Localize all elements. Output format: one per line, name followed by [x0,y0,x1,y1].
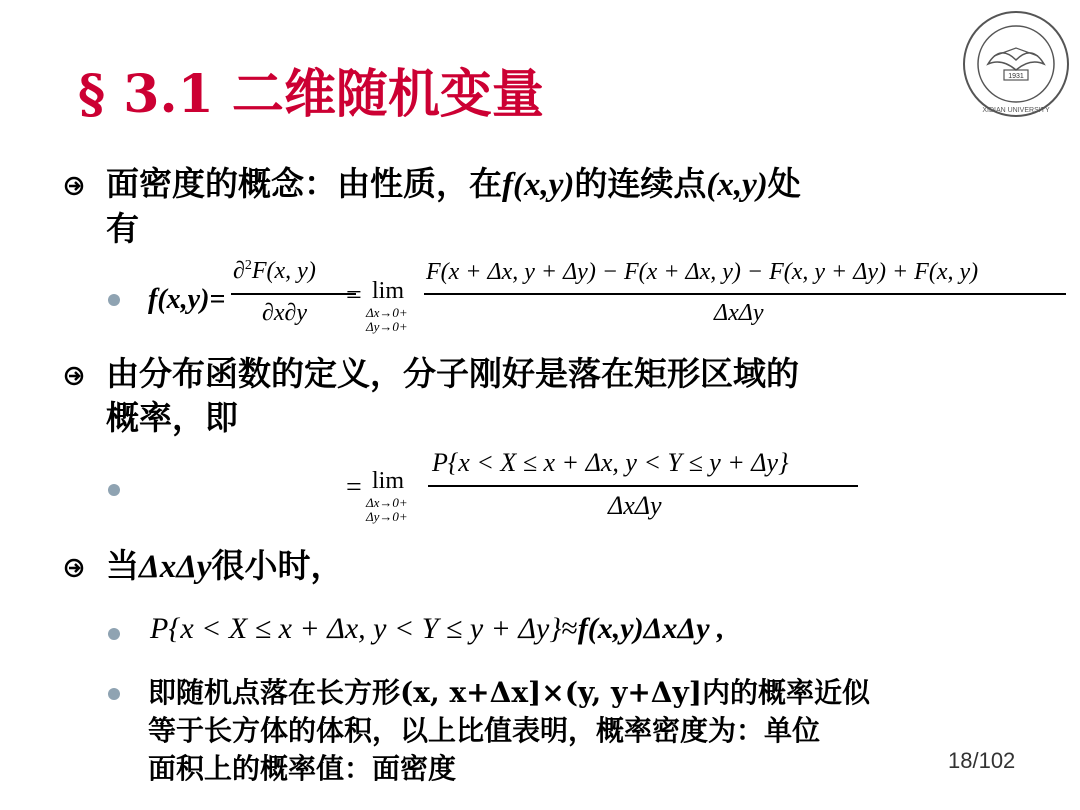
dot-bullet-icon [108,628,120,640]
formula2-denominator: ΔxΔy [608,491,662,520]
formula2-fraction-bar [428,485,858,487]
formula2-lim-sub2: Δy→0+ [366,509,408,524]
formula1-equals: = [346,280,362,311]
bullet1-end: 处 [767,164,801,203]
slide-title: § 3.1 二维随机变量 [78,64,544,125]
formula1-partial-num: ∂$^2$F(x, y) [233,258,316,284]
formula2-equals: = [346,472,362,503]
bullet2-line2: 概率，即 [106,398,238,437]
formula1-denominator: ΔxΔy [714,300,764,326]
explanation-line3: 面积上的概率值：面密度 [148,752,457,785]
bullet1-fxy: f(x,y) [502,167,575,203]
formula1-lim-sub2: Δy→0+ [366,319,408,334]
page-number: 18/102 [948,748,1016,773]
arrow-bullet-icon [64,558,84,578]
university-logo [960,8,1072,120]
explanation-line1: 即随机点落在长方形(x, x+Δx]×(y, y+Δy]内的概率近似 [148,676,871,709]
bullet-small-delta [106,544,344,589]
arrow-bullet-icon [64,176,84,196]
formula1-lim-sub1: Δx→0+ [366,305,408,320]
approx-rhs: f(x,y)ΔxΔy , [577,612,725,645]
bullet3-delta: ΔxΔy [139,549,212,585]
logo-text: XIDIAN UNIVERSITY [982,107,1050,114]
formula1-lim: lim [372,278,405,304]
bullet1-point: (x,y) [706,167,768,203]
approx-formula [150,612,725,646]
formula1-lhs: f(x,y)= [148,284,226,315]
bullet3-pre: 当 [106,546,139,585]
bullet1-text: 面密度的概念：由性质，在 [106,164,502,203]
formula2-lim-sub1: Δx→0+ [366,495,408,510]
explanation-text [148,674,1028,788]
approx-prob: P{x < X ≤ x + Δx, y < Y ≤ y + Δy} [150,612,562,645]
formula1-partial-den: ∂x∂y [262,300,308,326]
bullet-distribution-definition [106,352,1046,440]
logo-year: 1931 [1008,73,1024,80]
bullet1-line2: 有 [106,209,139,248]
bullet1-mid: 的连续点 [574,164,707,203]
dot-bullet-icon [108,484,120,496]
formula1-partial-bar [231,293,356,295]
bullet-density-concept [106,162,1006,251]
formula1-fraction-bar [424,293,1066,295]
formula2-numerator: P{x < X ≤ x + Δx, y < Y ≤ y + Δy} [432,448,789,477]
arrow-bullet-icon [64,366,84,386]
dot-bullet-icon [108,688,120,700]
bullet3-post: 很小时， [211,546,344,585]
bullet2-line1: 由分布函数的定义，分子刚好是落在矩形区域的 [106,354,799,393]
dot-bullet-icon [108,294,120,306]
formula2-lim: lim [372,468,405,494]
explanation-line2: 等于长方体的体积，以上比值表明，概率密度为：单位 [148,714,821,747]
formula1-numerator: F(x + Δx, y + Δy) − F(x + Δx, y) − F(x, y + Δy) + F(x, y) [426,259,979,285]
approx-sign: ≈ [561,612,578,645]
